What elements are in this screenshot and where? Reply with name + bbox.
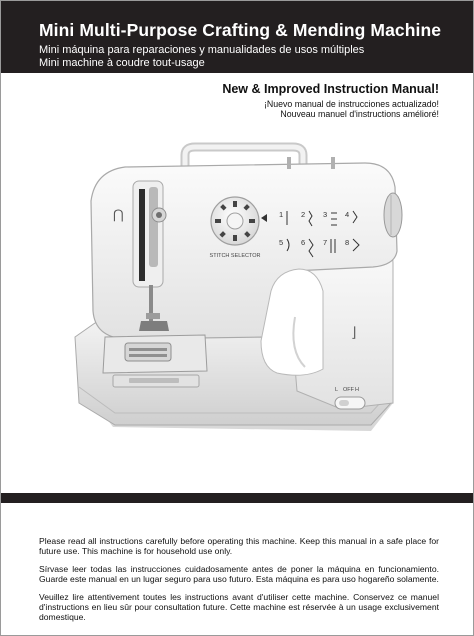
stitch-selector-label: STITCH SELECTOR bbox=[209, 253, 261, 259]
stitch-number: 3 bbox=[323, 210, 328, 219]
stitch-number: 8 bbox=[345, 238, 350, 247]
stitch-number: 1 bbox=[279, 210, 284, 219]
header-band bbox=[1, 1, 473, 73]
stitch-number: 6 bbox=[301, 238, 306, 247]
stitch-number: 5 bbox=[279, 238, 284, 247]
switch-label-off: OFF bbox=[343, 387, 354, 393]
subtitle-french: Mini machine à coudre tout-usage bbox=[39, 57, 205, 69]
stitch-number: 7 bbox=[323, 238, 328, 247]
manual-heading-french: Nouveau manuel d'instructions amélioré! bbox=[280, 109, 439, 119]
subtitle-spanish: Mini máquina para reparaciones y manualidades de usos múltiples bbox=[39, 44, 365, 56]
note-spanish: Sírvase leer todas las instrucciones cuidadosamente antes de poner la máquina en funcionamiento. Guarde este manual en un lugar seguro para uso futuro. Esta máquina es para uso hogareño solamente. bbox=[39, 563, 439, 585]
footer-band bbox=[1, 493, 473, 503]
switch-label-high: H bbox=[355, 387, 359, 393]
switch-label-light: L bbox=[335, 387, 339, 393]
sewing-machine-illustration bbox=[55, 141, 415, 451]
note-english: Please read all instructions carefully before operating this machine. Keep this manual in a safe place for future use. This machine is for household use only. bbox=[39, 536, 439, 557]
manual-callout bbox=[222, 82, 439, 119]
note-french: Veuillez lire attentivement toutes les instructions avant d'utiliser cette machine. Conservez ce manuel d'instructions en lieu sûr pour consultation future. Cette machine est réservée à un usage exclusivement domestique. bbox=[39, 591, 439, 623]
instruction-notes bbox=[39, 536, 439, 630]
svg-text:⌋: ⌋ bbox=[351, 324, 357, 340]
manual-heading: New & Improved Instruction Manual! bbox=[222, 82, 439, 96]
manual-heading-spanish: ¡Nuevo manual de instrucciones actualizado! bbox=[263, 99, 439, 109]
stitch-number: 4 bbox=[345, 210, 350, 219]
page-title: Mini Multi-Purpose Crafting & Mending Machine bbox=[39, 20, 442, 40]
hand-wheel bbox=[384, 193, 402, 237]
stitch-number: 2 bbox=[301, 210, 306, 219]
svg-text:⋂: ⋂ bbox=[113, 207, 124, 222]
